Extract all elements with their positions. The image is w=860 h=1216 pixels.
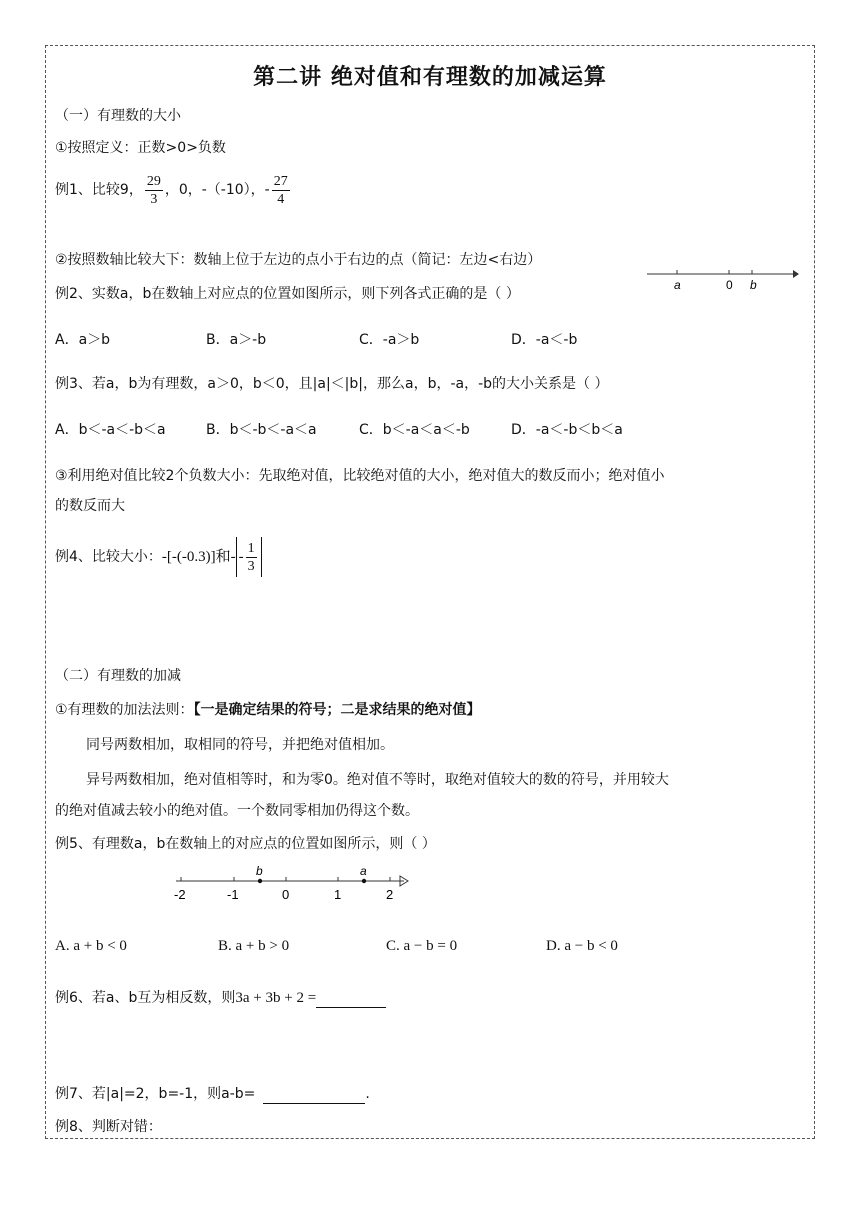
addition-rule-lead: ①有理数的加法法则： <box>55 702 194 718</box>
addition-rule <box>55 700 481 720</box>
example4 <box>55 534 262 580</box>
example5-option-a: A. a + b < 0 <box>55 938 127 954</box>
example7 <box>55 1084 370 1104</box>
example5-stem: 例5、有理数a，b在数轴上的对应点的位置如图所示，则（ ） <box>55 836 436 852</box>
example3-option-b: B．b＜-b＜-a＜a <box>206 422 317 438</box>
example6-expression: 3a + 3b + 2 = <box>235 990 317 1006</box>
method1-text: ①按照定义：正数>0>负数 <box>55 140 226 156</box>
example6 <box>55 988 386 1008</box>
tick-label-2: 2 <box>386 887 394 902</box>
fraction-27-4: $\frac{27}{4}$ <box>273 173 288 207</box>
label-b: b <box>750 278 757 292</box>
tick-label-0: 0 <box>282 887 290 902</box>
example2-option-c: C．-a＞b <box>359 332 420 348</box>
opposite-sign-rule-line2: 的绝对值减去较小的绝对值。一个数同零相加仍得这个数。 <box>55 803 419 819</box>
example4-prefix: 例4、比较大小： <box>55 549 162 565</box>
tick-label-minus1: -1 <box>227 887 239 902</box>
example2-option-d: D．-a＜-b <box>511 332 578 348</box>
opposite-sign-rule-line1: 异号两数相加，绝对值相等时，和为零0。绝对值不等时，取绝对值较大的数的符号，并用较大 <box>86 772 669 788</box>
example3-option-d: D．-a＜-b＜b＜a <box>511 422 623 438</box>
fraction-1-3: $\frac{1}{3}$ <box>247 541 255 575</box>
example7-prefix: 例7、若|a|=2，b=-1，则a-b= <box>55 1086 256 1102</box>
answer-blank[interactable] <box>263 1087 365 1104</box>
example2-option-b: B．a＞-b <box>206 332 267 348</box>
example5-option-b: B. a + b > 0 <box>218 938 290 954</box>
method3-line1: ③利用绝对值比较2个负数大小：先取绝对值，比较绝对值的大小，绝对值大的数反而小；绝对值小 <box>55 468 665 484</box>
addition-rule-bold: 【一是确定结果的符号；二是求结果的绝对值】 <box>193 702 481 718</box>
absolute-value-bars: - $\frac{1}{3}$ <box>236 537 262 577</box>
fraction-29-3: $\frac{29}{3}$ <box>146 173 161 207</box>
same-sign-rule: 同号两数相加，取相同的符号，并把绝对值相加。 <box>86 737 394 753</box>
tick-label-1: 1 <box>334 887 342 902</box>
example5-option-c: C. a − b = 0 <box>386 938 458 954</box>
example4-expression: -[-(-0.3)]和- <box>161 549 236 565</box>
answer-blank[interactable] <box>316 991 386 1008</box>
section2-heading: （二）有理数的加减 <box>55 668 181 684</box>
example8: 例8、判断对错： <box>55 1119 162 1135</box>
example7-period: . <box>365 1086 370 1102</box>
example1-mid: ，0，-（-10），- <box>164 182 270 198</box>
section1-heading: （一）有理数的大小 <box>55 108 181 124</box>
example2-stem: 例2、实数a，b在数轴上对应点的位置如图所示，则下列各式正确的是（ ） <box>55 286 520 302</box>
example3-option-a: A．b＜-a＜-b＜a <box>55 422 166 438</box>
axis-arrow <box>793 270 799 278</box>
label-a: a <box>674 278 681 292</box>
example2-option-a: A．a＞b <box>55 332 111 348</box>
example3-option-c: C．b＜-a＜a＜-b <box>359 422 470 438</box>
example6-prefix: 例6、若a、b互为相反数，则 <box>55 990 236 1006</box>
page-title: 第二讲 绝对值和有理数的加减运算 <box>253 64 607 90</box>
number-line-1 <box>645 262 800 296</box>
label-a: a <box>360 864 367 878</box>
point-b <box>258 879 262 883</box>
method3-line2: 的数反而大 <box>55 498 125 514</box>
number-line-2 <box>168 862 412 904</box>
example5-option-d: D. a − b < 0 <box>546 938 618 954</box>
point-a <box>362 879 366 883</box>
label-b: b <box>256 864 263 878</box>
example3-stem: 例3、若a，b为有理数，a＞0，b＜0，且|a|＜|b|，那么a，b，-a，-b的大小关系是（ ） <box>55 376 609 392</box>
method2-text: ②按照数轴比较大下：数轴上位于左边的点小于右边的点（简记：左边<右边） <box>55 252 542 268</box>
tick-label-minus2: -2 <box>174 887 186 902</box>
label-zero: 0 <box>726 278 733 292</box>
example1 <box>55 170 292 210</box>
example1-prefix: 例1、比较9， <box>55 182 143 198</box>
